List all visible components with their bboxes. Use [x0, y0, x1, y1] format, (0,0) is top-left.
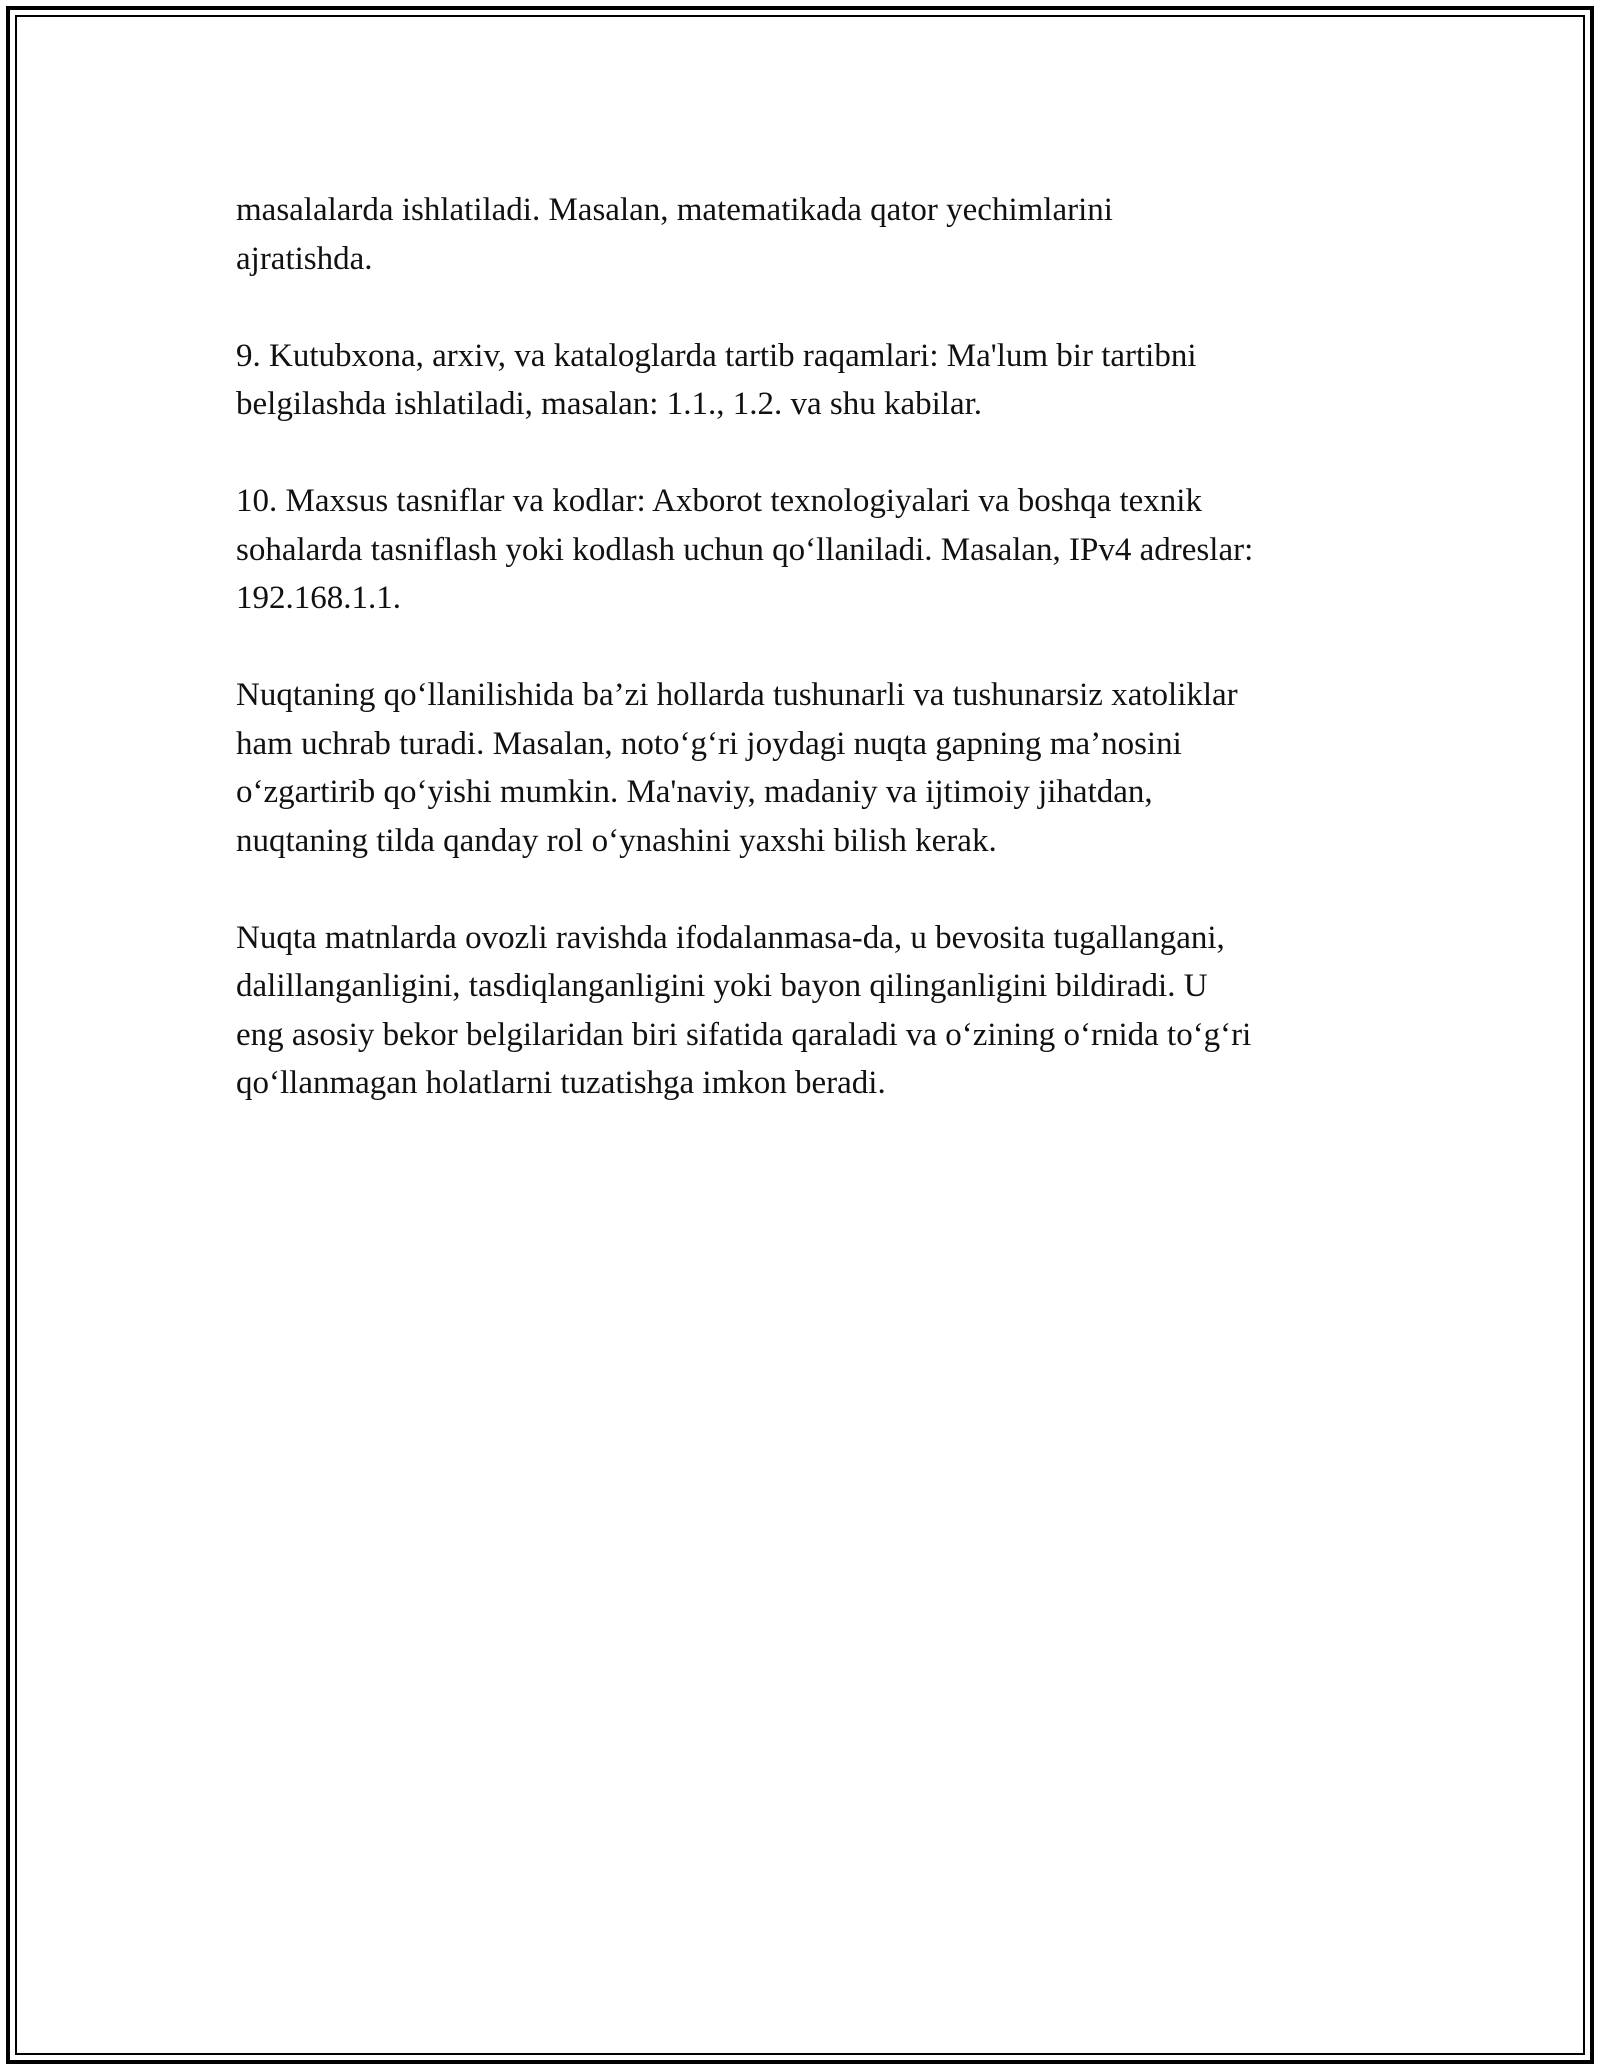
paragraph-item-10: 10. Maxsus tasniflar va kodlar: Axborot texnologiyalari va boshqa texnik sohalarda tasniflash yoki kodlash uchun qo‘llaniladi. Masalan, IPv4 adreslar: 192.168.1.1. — [236, 483, 1254, 616]
paragraph-continuation: masalalarda ishlatiladi. Masalan, matematikada qator yechimlarini ajratishda. — [236, 192, 1113, 277]
paragraph-conclusion: Nuqta matnlarda ovozli ravishda ifodalanmasa-da, u bevosita tugallangani, dalillanganligini, tasdiqlanganligini yoki bayon qilinganligini bildiradi. U eng asosiy bekor belgilaridan biri sifatida qaraladi va o‘zining o‘rnida to‘g‘ri qo‘llanmagan holatlarni tuzatishga imkon beradi. — [236, 919, 1252, 1101]
paragraph-item-9: 9. Kutubxona, arxiv, va kataloglarda tartib raqamlari: Ma'lum bir tartibni belgilashda ishlatiladi, masalan: 1.1., 1.2. va shu kabilar. — [236, 337, 1197, 422]
paragraph-errors: Nuqtaning qo‘llanilishida ba’zi hollarda tushunarli va tushunarsiz xatoliklar ham uchrab turadi. Masalan, noto‘g‘ri joydagi nuqta gapning ma’nosini o‘zgartirib qo‘yishi mumkin. Ma'naviy, madaniy va ijtimoiy jihatdan, nuqtaning tilda qanday rol o‘ynashini yaxshi bilish kerak. — [236, 677, 1238, 859]
document-body — [236, 186, 1386, 1156]
